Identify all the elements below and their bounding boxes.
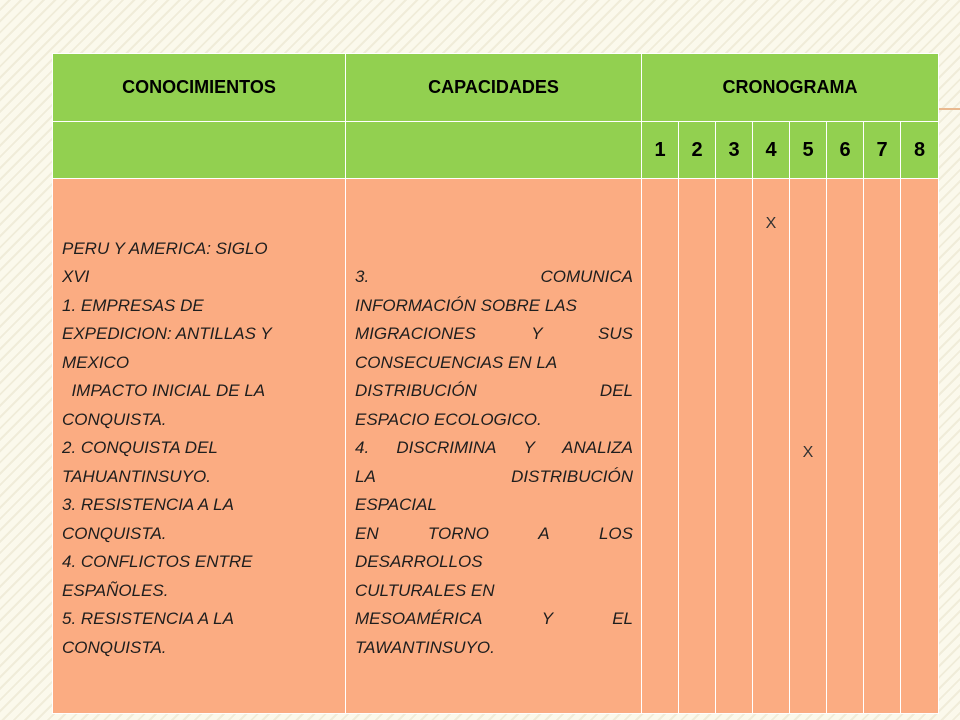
header-knowledge xyxy=(53,54,346,122)
knowledge-cell xyxy=(53,179,346,714)
knowledge-line: CONQUISTA. xyxy=(62,409,167,429)
capacity-word: DEL xyxy=(599,381,633,400)
capacity-word: 4. xyxy=(355,438,370,457)
knowledge-line: CONQUISTA. xyxy=(62,637,167,657)
capacities-cell xyxy=(346,179,642,714)
knowledge-line: EXPEDICION: ANTILLAS Y xyxy=(62,324,272,344)
capacity-line xyxy=(355,605,633,634)
knowledge-line: CONQUISTA. xyxy=(62,523,167,543)
week-number: 2 xyxy=(679,122,716,179)
header-knowledge-label: CONOCIMIENTOS xyxy=(122,77,276,97)
knowledge-line: XVI xyxy=(62,267,90,287)
capacity-word: DISCRIMINA xyxy=(396,438,497,457)
capacity-line xyxy=(355,463,633,492)
knowledge-line: 5. RESISTENCIA A LA xyxy=(62,609,234,629)
knowledge-line: 1. EMPRESAS DE xyxy=(62,295,204,315)
header-capacities-label: CAPACIDADES xyxy=(428,77,559,97)
capacity-word: LA xyxy=(355,466,376,486)
capacity-word: A xyxy=(538,523,550,543)
capacity-word: MESOAMÉRICA xyxy=(355,609,483,628)
knowledge-line: IMPACTO INICIAL DE LA xyxy=(62,381,266,401)
schedule-cell-week-5 xyxy=(790,179,827,714)
schedule-cell-week-4 xyxy=(753,179,790,714)
capacity-word: DESARROLLOS xyxy=(355,552,483,571)
capacity-word: Y xyxy=(531,324,543,343)
capacity-line xyxy=(355,548,633,577)
schedule-cell-week-8 xyxy=(901,179,939,714)
capacity-line xyxy=(355,263,633,292)
capacity-word: EL xyxy=(612,609,633,628)
capacity-word: 3. xyxy=(355,267,370,286)
schedule-cell-week-1 xyxy=(642,179,679,714)
capacity-word: INFORMACIÓN SOBRE LAS xyxy=(355,295,577,315)
capacity-word: EN xyxy=(355,523,379,543)
knowledge-line: 2. CONQUISTA DEL xyxy=(62,438,218,458)
capacity-word: ANALIZA xyxy=(562,438,633,457)
week-number: 7 xyxy=(864,122,901,179)
capacity-line xyxy=(355,520,633,549)
capacity-word: ESPACIAL xyxy=(355,495,437,514)
header-capacities xyxy=(346,54,642,122)
schedule-cell-week-3 xyxy=(716,179,753,714)
week-number: 6 xyxy=(827,122,864,179)
schedule-cell-week-2 xyxy=(679,179,716,714)
schedule-cell-week-6 xyxy=(827,179,864,714)
capacity-word: Y xyxy=(541,609,554,628)
capacity-word: CULTURALES EN xyxy=(355,580,495,600)
capacity-word: COMUNICA xyxy=(540,267,633,286)
capacity-word: ESPACIO ECOLOGICO. xyxy=(355,409,542,429)
schedule-mark: X xyxy=(765,215,777,232)
header-schedule-label: CRONOGRAMA xyxy=(722,77,858,97)
knowledge-line: TAHUANTINSUYO. xyxy=(62,466,211,486)
capacity-word: DISTRIBUCIÓN xyxy=(511,466,633,486)
capacity-word: TORNO xyxy=(427,523,489,543)
planning-table xyxy=(52,53,939,714)
capacity-word: MIGRACIONES xyxy=(355,324,476,343)
capacity-line xyxy=(355,634,633,663)
empty-header-cell xyxy=(346,122,642,179)
capacity-line xyxy=(355,377,633,406)
empty-header-cell xyxy=(53,122,346,179)
week-number: 1 xyxy=(642,122,679,179)
knowledge-line: 3. RESISTENCIA A LA xyxy=(62,495,234,515)
knowledge-line: MEXICO xyxy=(62,352,130,372)
knowledge-line: ESPAÑOLES. xyxy=(62,580,169,600)
week-number: 3 xyxy=(716,122,753,179)
capacity-line xyxy=(355,577,633,606)
knowledge-text xyxy=(53,230,345,663)
week-number: 5 xyxy=(790,122,827,179)
capacity-line xyxy=(355,320,633,349)
knowledge-line: 4. CONFLICTOS ENTRE xyxy=(62,552,253,572)
week-numbers-row xyxy=(53,122,939,179)
capacity-line xyxy=(355,491,633,520)
capacity-line xyxy=(355,434,633,463)
capacity-word: TAWANTINSUYO. xyxy=(355,637,495,657)
header-schedule xyxy=(642,54,939,122)
knowledge-line: PERU Y AMERICA: SIGLO xyxy=(62,238,268,258)
capacity-line xyxy=(355,349,633,378)
capacity-word: SUS xyxy=(598,324,633,343)
capacity-word: CONSECUENCIAS EN LA xyxy=(355,352,558,372)
capacity-word: LOS xyxy=(598,523,633,543)
capacity-word: DISTRIBUCIÓN xyxy=(355,381,477,400)
header-row xyxy=(53,54,939,122)
capacity-word: Y xyxy=(523,438,535,457)
capacity-line xyxy=(355,406,633,435)
content-row xyxy=(53,179,939,714)
capacity-line xyxy=(355,292,633,321)
week-number: 8 xyxy=(901,122,939,179)
capacities-text xyxy=(346,230,641,662)
schedule-mark: X xyxy=(802,444,814,461)
week-number: 4 xyxy=(753,122,790,179)
schedule-cell-week-7 xyxy=(864,179,901,714)
